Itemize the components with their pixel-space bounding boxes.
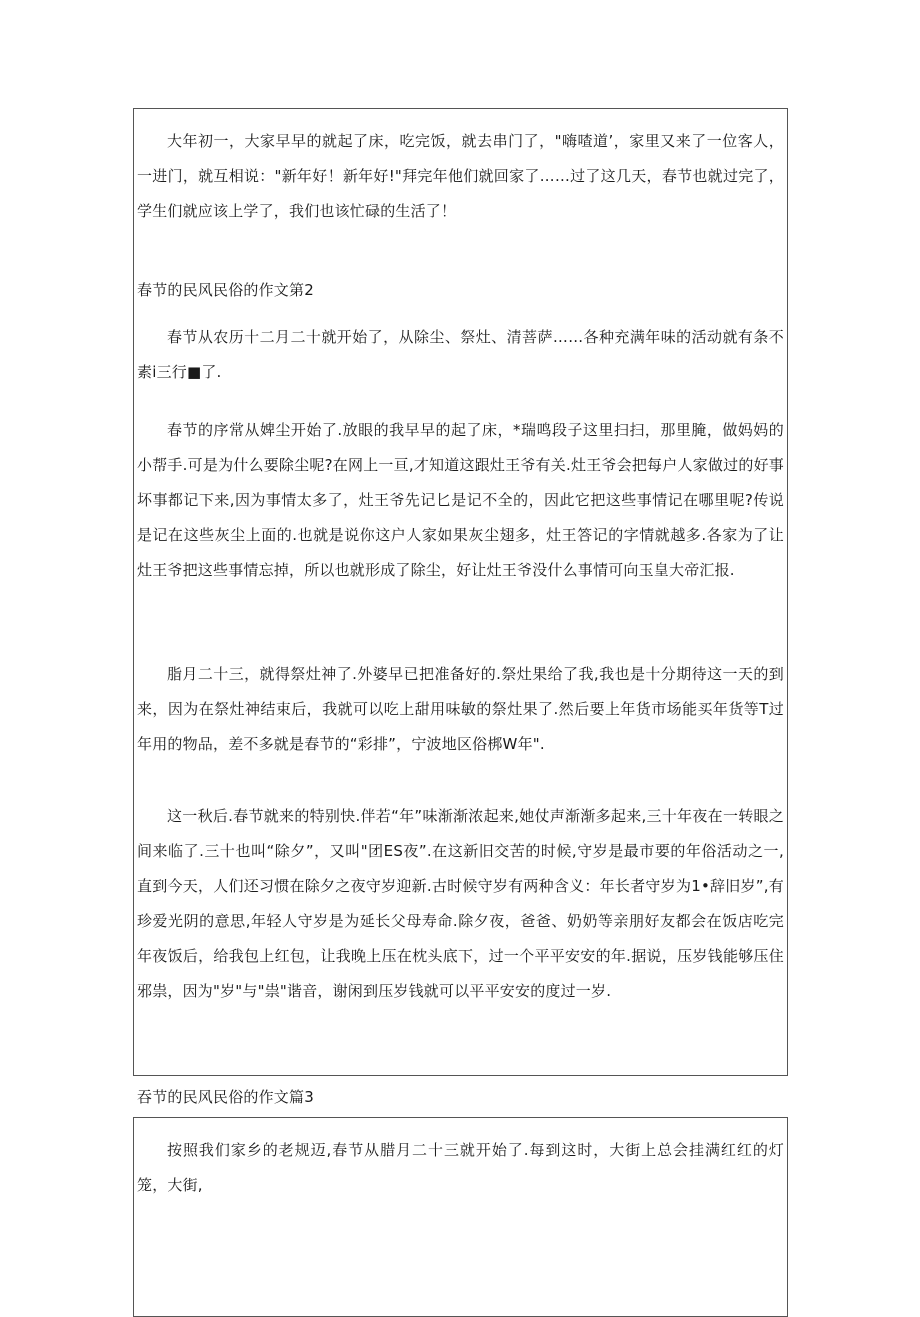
paragraph-kitchen-god: 脂月二十三，就得祭灶神了.外婆早已把准备好的.祭灶果给了我,我也是十分期待这一天的到来，因为在祭灶神结束后，我就可以吃上甜用味敏的祭灶果了.然后要上年货市场能买年货等T过年用的物品，差不多就是春节的“彩排”，宁波地区俗梆W年". <box>137 665 784 753</box>
paragraph-new-year-day: 大年初一，大家早早的就起了床，吃完饭，就去串门了，"嗨喳道’，家里又来了一位客人，一进门，就互相说："新年好！新年好!"拜完年他们就回家了……过了这几天，春节也就过完了，学生们就应该上学了，我们也该忙碌的生活了！ <box>137 132 784 220</box>
paragraph-dusting: 春节的序常从婢尘开始了.放眼的我早早的起了床，*瑞鸣段子这里扫扫，那里腌，做妈妈的小帮手.可是为什么要除尘呢?在网上一亘,才知道这跟灶王爷有关.灶王爷会把每户人家做过的好事坏事都记下来,因为事情太多了，灶王爷先记匕是记不全的，因此它把这些事情记在哪里呢?传说是记在这些灰尘上面的.也就是说你这户人家如果灰尘翅多，灶王答记的字情就越多.各家为了让灶王爷把这些事情忘掉，所以也就形成了除尘，好让灶王爷没什么事情可向玉皇大帝汇报. <box>137 421 784 579</box>
essay-heading-3: 吞节的民风民俗的作文篇3 <box>137 1088 314 1106</box>
paragraph-new-years-eve: 这一秋后.春节就来的特别快.伴若“年”味渐渐浓起来,她仗声渐渐多起来,三十年夜在一转眼之间来临了.三十也叫“除夕”，又叫"团ES夜”.在这新旧交苦的时候,守岁是最市要的年俗活动之一,直到今天，人们还习惯在除夕之夜守岁迎新.古时候守岁有两种含义：年长者守岁为1•辞旧岁”,有珍爱光阴的意思,年轻人守岁是为延长父母寿命.除夕夜，爸爸、奶奶等亲朋好友都会在饭店吃完年夜饭后，给我包上红包，让我晚上压在枕头底下，过一个平平安安的年.据说，压岁钱能够压住邪祟，因为"岁"与"祟"谐音，谢闲到压岁钱就可以平平安安的度过一岁. <box>137 807 784 1000</box>
paragraph-hometown-customs: 按照我们家乡的老规迈,春节从腊月二十三就开始了.每到这时，大街上总会挂满红红的灯笼，大街, <box>137 1141 784 1194</box>
essay-heading-2: 春节的民风民俗的作文第2 <box>137 281 314 299</box>
paragraph-spring-festival-start: 春节从农历十二月二十就开始了，从除尘、祭灶、清菩萨……各种充满年味的活动就有条不素i三行■了. <box>137 328 784 381</box>
